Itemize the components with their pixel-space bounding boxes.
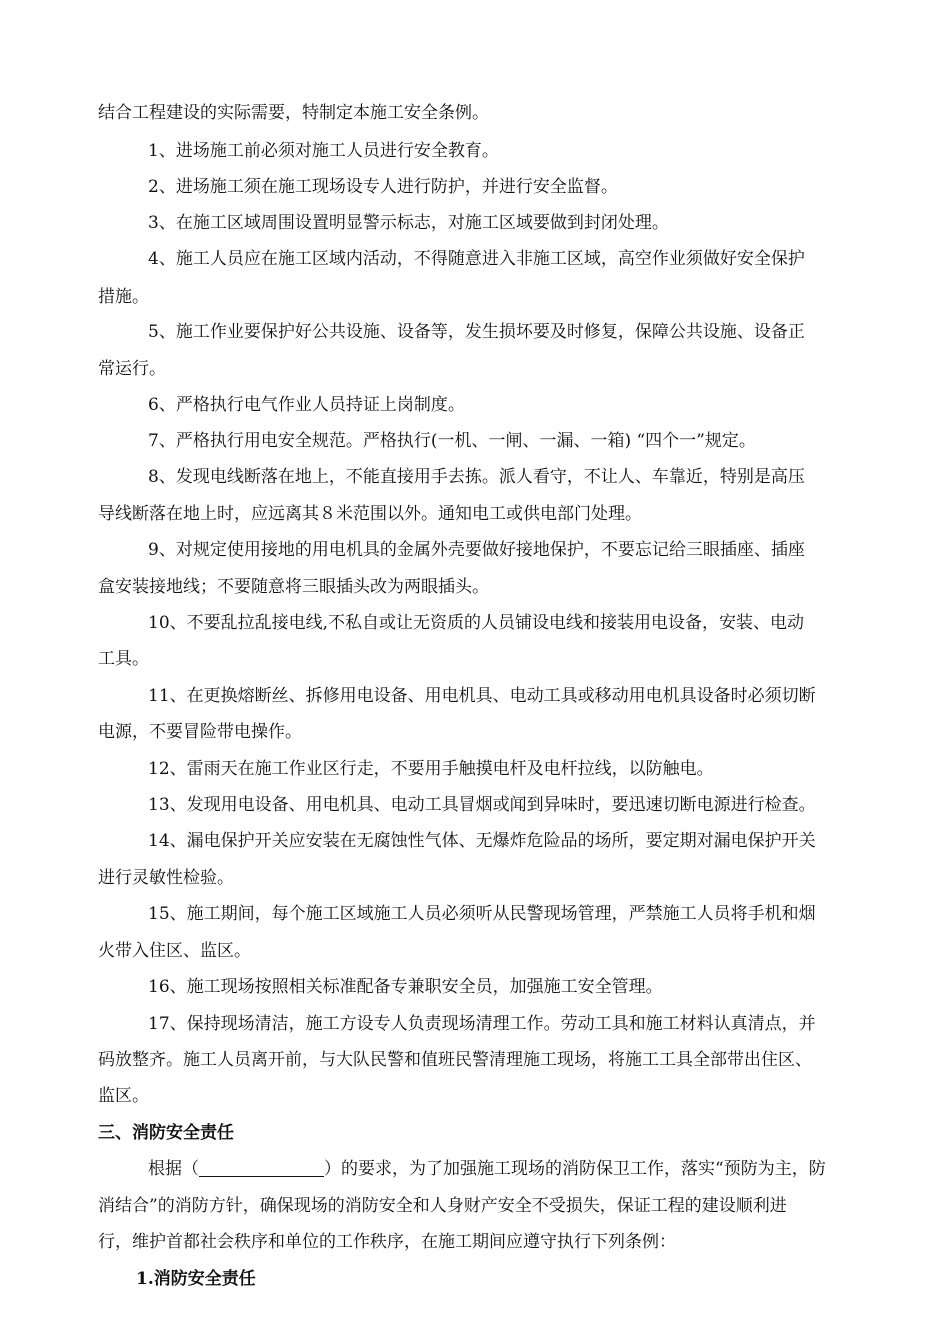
item-11: 11、在更换熔断丝、拆修用电设备、用电机具、电动工具或移动用电机具设备时必须切断 [148,686,816,706]
item-9: 9、对规定使用接地的用电机具的金属外壳要做好接地保护，不要忘记给三眼插座、插座 [148,540,805,560]
item-14-cont: 进行灵敏性检验。 [98,868,234,888]
item-3: 3、在施工区域周围设置明显警示标志，对施工区域要做到封闭处理。 [148,213,669,233]
item-10: 10、不要乱拉乱接电线,不私自或让无资质的人员铺设电线和接装用电设备，安装、电动 [148,613,805,633]
item-15: 15、施工期间，每个施工区域施工人员必须听从民警现场管理，严禁施工人员将手机和烟 [148,904,816,924]
section-heading: 三、消防安全责任 [98,1123,234,1143]
item-17-cont-2: 监区。 [98,1086,149,1106]
item-15-cont: 火带入住区、监区。 [98,941,251,961]
item-8-cont: 导线断落在地上时，应远离其８米范围以外。通知电工或供电部门处理。 [98,504,642,524]
paragraph-suffix: ）的要求，为了加强施工现场的消防保卫工作，落实“预防为主，防 [324,1159,826,1179]
item-7: 7、严格执行用电安全规范。严格执行(一机、一闸、一漏、一箱) “四个一”规定。 [148,431,756,451]
item-4: 4、施工人员应在施工区域内活动，不得随意进入非施工区域，高空作业须做好安全保护 [148,249,805,269]
section-paragraph-line-2: 消结合”的消防方针，确保现场的消防安全和人身财产安全不受损失，保证工程的建设顺利进 [98,1196,787,1216]
item-17-cont: 码放整齐。施工人员离开前，与大队民警和值班民警清理施工现场，将施工工具全部带出住区、 [98,1050,812,1070]
item-11-cont: 电源，不要冒险带电操作。 [98,722,302,742]
item-14: 14、漏电保护开关应安装在无腐蚀性气体、无爆炸危险品的场所，要定期对漏电保护开关 [148,831,816,851]
paragraph-prefix: 根据（ [148,1159,199,1179]
item-12: 12、雷雨天在施工作业区行走，不要用手触摸电杆及电杆拉线，以防触电。 [148,759,714,779]
item-13: 13、发现用电设备、用电机具、电动工具冒烟或闻到异味时，要迅速切断电源进行检查。 [148,795,816,815]
item-16: 16、施工现场按照相关标准配备专兼职安全员，加强施工安全管理。 [148,977,663,997]
item-6: 6、严格执行电气作业人员持证上岗制度。 [148,395,465,415]
item-17: 17、保持现场清洁，施工方设专人负责现场清理工作。劳动工具和施工材料认真清点，并 [148,1014,816,1034]
sub-heading: 1.消防安全责任 [136,1269,256,1289]
blank-underline [199,1160,324,1177]
item-5: 5、施工作业要保护好公共设施、设备等，发生损坏要及时修复，保障公共设施、设备正 [148,322,805,342]
item-5-cont: 常运行。 [98,359,166,379]
intro-line: 结合工程建设的实际需要，特制定本施工安全条例。 [98,103,489,123]
item-1: 1、进场施工前必须对施工人员进行安全教育。 [148,141,499,161]
item-10-cont: 工具。 [98,649,149,669]
item-8: 8、发现电线断落在地上，不能直接用手去拣。派人看守，不让人、车靠近，特别是高压 [148,467,805,487]
section-paragraph-line-1 [148,1158,950,1180]
item-4-cont: 措施。 [98,287,149,307]
section-paragraph-line-3: 行，维护首都社会秩序和单位的工作秩序，在施工期间应遵守执行下列条例： [98,1232,676,1252]
item-2: 2、进场施工须在施工现场设专人进行防护，并进行安全监督。 [148,177,618,197]
item-9-cont: 盒安装接地线；不要随意将三眼插头改为两眼插头。 [98,577,489,597]
